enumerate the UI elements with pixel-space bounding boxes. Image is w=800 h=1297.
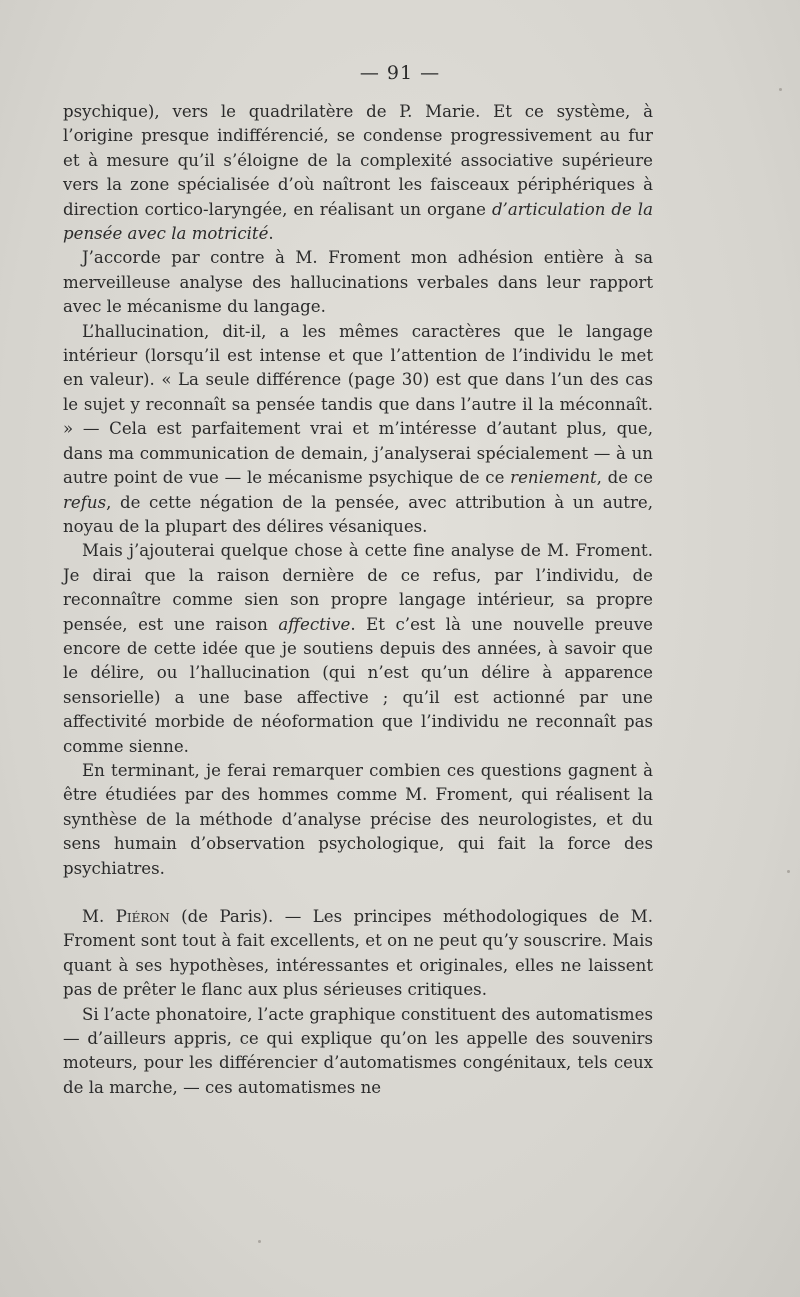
text-run: (de Paris). — Les principes méthodologiques de M. Froment sont tout à fait excellents, et on ne peut qu’y souscrire. Mais quant à ses hypothèses, intéressantes et originales, elles ne laissent pas de prêter le flanc aux plus sérieuses critiques. — [63, 907, 653, 1000]
text-run: Mais j’ajouterai quelque chose à cette fine analyse de M. Froment. Je dirai que la raison dernière de ce refus, par l’individu, de reconnaître comme sien son propre langage intérieur, sa propre pensée, est une raison — [63, 541, 653, 634]
paragraph-speaker-pieron — [63, 905, 653, 1003]
text-run: L’hallucination, dit-il, a les mêmes caractères que le langage intérieur (lorsqu’il est intense et que l’attention de l’individu le met en valeur). « La seule différence (page 30) est que dans l’un des cas le sujet y reconnaît sa pensée tandis que dans l’autre il la méconnaît. » — Cela est parfaitement vrai et m’intéresse d’autant plus, que, dans ma communication de demain, j’analyserai spécialement — à un autre point de vue — le mécanisme psychique de ce — [63, 321, 653, 488]
text-run: . Et c’est là une nouvelle preuve encore de cette idée que je soutiens depuis des années, à savoir que le délire, ou l’hallucination (qui n’est qu’un délire à apparence sensorielle) a une base affective ; qu’il est actionné par une affectivité morbide de néoformation que l’individu ne reconnaît pas comme sienne. — [63, 614, 654, 756]
italic-phrase: d’articulation de la pensée avec la motricité — [63, 199, 653, 244]
text-run: M. — [82, 907, 116, 926]
text-run: . — [268, 224, 274, 244]
text-run: , de ce — [596, 468, 653, 488]
paragraph — [63, 100, 653, 246]
text-run: psychique), vers le quadrilatère de P. Marie. Et ce système, à l’origine presque indifférencié, se condense progressivement au fur et à mesure qu’il s’éloigne de la complexité associative supérieure vers la zone spécialisée d’où naîtront les faisceaux périphériques à direction cortico-laryngée, en réalisant un organe — [63, 102, 653, 219]
paragraph — [63, 1003, 653, 1101]
text-run: En terminant, je ferai remarquer combien ces questions gagnent à être étudiées par des hommes comme M. Froment, qui réalisent la synthèse de la méthode d’analyse précise des neurologistes, et du sens humain d’observation psychologique, qui fait la force des psychiatres. — [63, 760, 653, 878]
paragraph — [63, 320, 653, 540]
italic-phrase: refus — [63, 492, 107, 512]
italic-phrase: affective — [278, 614, 351, 634]
speaker-name: Piéron — [115, 907, 170, 926]
text-run: Si l’acte phonatoire, l’acte graphique constituent des automatismes — d’ailleurs appris, ce qui explique qu’on les appelle des souvenirs moteurs, pour les différencier d’automatismes congénitaux, tels ceux de la marche, — ces automatismes ne — [63, 1004, 653, 1097]
paragraph — [63, 759, 653, 881]
text-run: J’accorde par contre à M. Froment mon adhésion entière à sa merveilleuse analyse des hallucinations verbales dans leur rapport avec le mécanisme du langage. — [63, 248, 653, 317]
page-number: — 91 — — [359, 62, 441, 84]
italic-phrase: reniement — [510, 468, 597, 488]
text-run: , de cette négation de la pensée, avec attribution à un autre, noyau de la plupart des délires vésaniques. — [63, 492, 653, 536]
paragraph — [63, 539, 653, 759]
body-text — [63, 100, 653, 1100]
paragraph — [63, 246, 653, 319]
